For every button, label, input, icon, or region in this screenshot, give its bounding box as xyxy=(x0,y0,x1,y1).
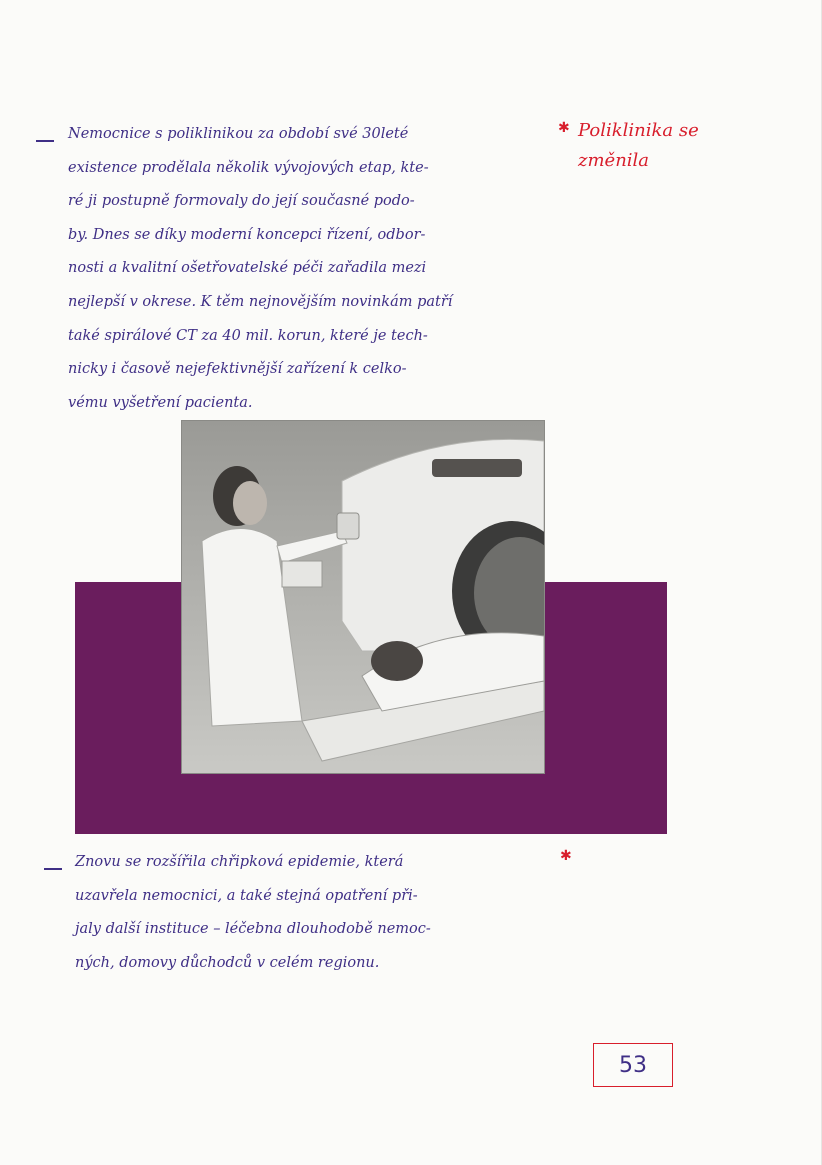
paragraph-line: nejlepší v okrese. K těm nejnovějším novinkám patří xyxy=(68,293,453,310)
paragraph-line: Znovu se rozšířila chřipková epidemie, která xyxy=(75,854,404,870)
paragraph-line: Nemocnice s poliklinikou za období své 30leté xyxy=(68,126,409,142)
paragraph-line: nosti a kvalitní ošetřovatelské péči zařadila mezi xyxy=(68,260,427,277)
margin-note-line: Poliklinika se xyxy=(578,120,699,141)
gantry-display xyxy=(432,459,522,477)
paragraph-1 xyxy=(68,118,548,420)
page-number: 53 xyxy=(593,1043,673,1087)
patient-head xyxy=(371,641,423,681)
nurse-face xyxy=(233,481,267,525)
paragraph-line: také spirálové CT za 40 mil. korun, které je tech- xyxy=(68,327,428,344)
paragraph-line: existence prodělala několik vývojových etap, kte- xyxy=(68,159,429,176)
bullet-dash xyxy=(36,140,54,142)
paragraph-line: nicky i časově nejefektivnější zařízení k celko- xyxy=(68,361,407,378)
paragraph-2 xyxy=(75,846,565,980)
ct-scan-photo xyxy=(181,420,545,774)
margin-note-line: změnila xyxy=(578,150,650,171)
photo-illustration xyxy=(182,421,544,773)
wall-sink xyxy=(282,561,322,587)
paragraph-line: vému vyšetření pacienta. xyxy=(68,394,253,411)
paragraph-line: by. Dnes se díky moderní koncepci řízení, odbor- xyxy=(68,226,426,243)
paragraph-line: uzavřela nemocnici, a také stejná opatření při- xyxy=(75,887,418,904)
paragraph-line: ré ji postupně formovaly do její současné podo- xyxy=(68,193,415,210)
paragraph-line: jaly další instituce – léčebna dlouhodobě nemoc- xyxy=(75,921,431,938)
control-panel xyxy=(337,513,359,539)
bullet-dash xyxy=(44,868,62,870)
margin-note xyxy=(578,116,699,176)
asterisk-icon: ✱ xyxy=(560,848,572,864)
paragraph-line: ných, domovy důchodců v celém regionu. xyxy=(75,954,380,971)
asterisk-icon: ✱ xyxy=(558,120,570,136)
